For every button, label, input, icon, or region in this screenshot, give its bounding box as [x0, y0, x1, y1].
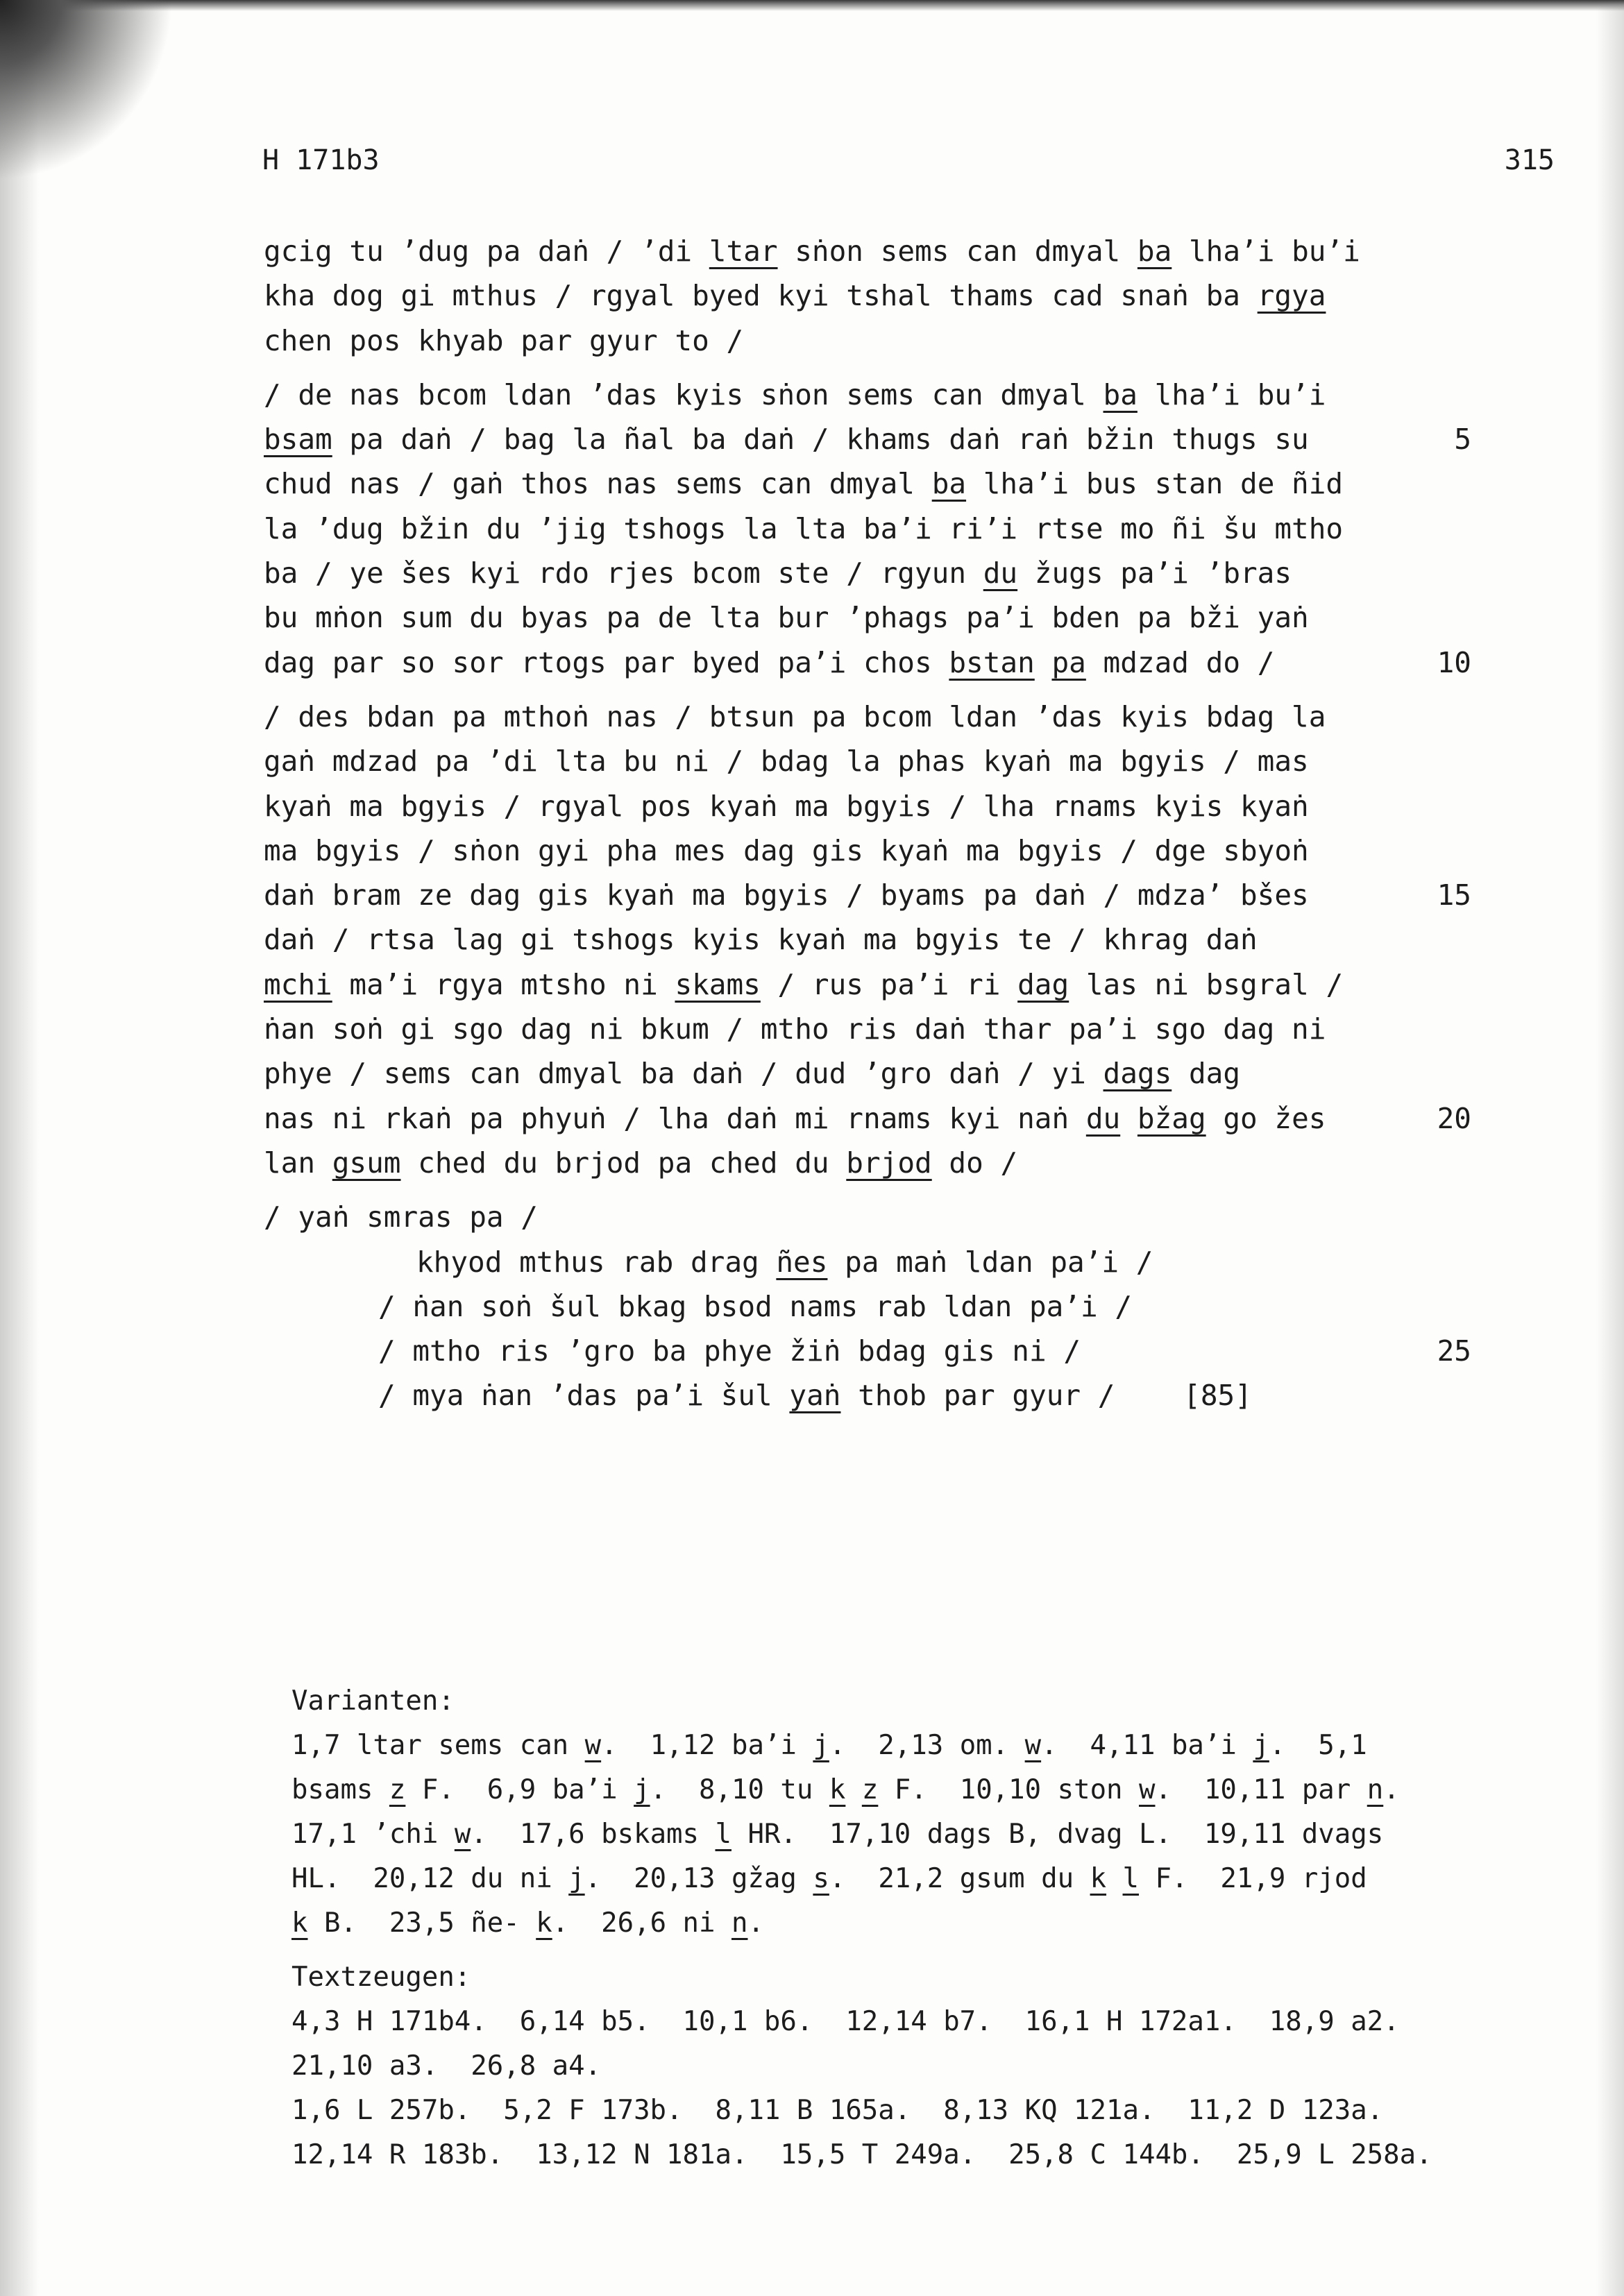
text-segment: gcig tu ’dug pa daṅ / ’di	[264, 235, 709, 268]
underlined-segment: w	[454, 1819, 471, 1850]
text-segment: HR. 17,10 dags B, dvag L. 19,11 dvags	[731, 1819, 1384, 1850]
underlined-segment: ba	[931, 467, 967, 501]
underlined-segment: brjod	[846, 1146, 932, 1180]
text-segment	[845, 1774, 861, 1805]
text-line	[264, 1284, 1471, 1329]
text-segment: lan	[264, 1146, 332, 1180]
page-number: 315	[1504, 144, 1555, 176]
text-segment	[1035, 646, 1052, 679]
underlined-segment: j	[634, 1774, 650, 1805]
underlined-segment: gsum	[332, 1146, 401, 1180]
text-segment: 21,10 a3. 26,8 a4.	[291, 2050, 602, 2082]
text-segment: . 17,6 bskams	[471, 1819, 716, 1850]
underlined-segment: pa	[1051, 645, 1086, 679]
text-segment: sṅon sems can dmyal	[777, 235, 1137, 268]
text-segment: chud nas / gaṅ thos nas sems can dmyal	[264, 467, 932, 501]
text-line	[264, 373, 1471, 417]
text-segment: žugs pa’i ’bras	[1017, 556, 1292, 590]
underlined-segment: n	[1367, 1774, 1384, 1805]
text-segment: do /	[931, 1146, 1018, 1180]
text-segment: . 5,1	[1269, 1730, 1367, 1761]
text-segment: 17,1 ’chi	[291, 1819, 455, 1850]
line-number: 20	[1437, 1101, 1471, 1135]
text-line	[264, 962, 1471, 1007]
text-segment	[1120, 1102, 1137, 1135]
text-segment: / mya ṅan ’das pa’i šul	[378, 1379, 790, 1413]
scan-corner-shadow	[0, 0, 174, 180]
folio-signature: H 171b3	[262, 144, 380, 176]
underlined-segment: ba	[1137, 235, 1172, 268]
text-line	[264, 695, 1471, 739]
text-segment: 4,3 H 171b4. 6,14 b5. 10,1 b6. 12,14 b7. 16,1 H 172a1. 18,9 a2.	[291, 2006, 1400, 2037]
text-segment: / mtho ris ’gro ba phye žiṅ bdag gis ni /	[378, 1334, 1081, 1368]
underlined-segment: w	[1139, 1774, 1156, 1805]
text-segment: / yaṅ smras pa /	[264, 1200, 538, 1234]
underlined-segment: yaṅ	[789, 1379, 841, 1413]
text-segment: daṅ bram ze dag gis kyaṅ ma bgyis / byams pa daṅ / mdza’ bšes	[264, 878, 1309, 912]
text-segment: HL. 20,12 du ni	[291, 1863, 569, 1894]
text-line	[264, 917, 1471, 962]
text-segment: F. 21,9 rjod	[1139, 1863, 1367, 1894]
text-line	[264, 640, 1471, 685]
text-segment: 12,14 R 183b. 13,12 N 181a. 15,5 T 249a. 25,8 C 144b. 25,9 L 258a.	[291, 2139, 1432, 2170]
text-segment: daṅ / rtsa lag gi tshogs kyis kyaṅ ma bgyis te / khrag daṅ	[264, 923, 1258, 957]
underlined-segment: k	[291, 1907, 308, 1939]
underlined-segment: s	[813, 1863, 829, 1894]
underlined-segment: w	[584, 1730, 602, 1761]
text-segment: dag par so sor rtogs par byed pa’i chos	[264, 645, 949, 679]
text-segment: lha’i bus stan de ñid	[966, 467, 1344, 501]
underlined-segment: l	[715, 1819, 731, 1850]
text-segment: phye / sems can dmyal ba daṅ / dud ’gro daṅ / yi	[264, 1057, 1103, 1091]
text-line	[264, 595, 1471, 640]
witness-line	[291, 2133, 1582, 2177]
variant-line	[291, 1901, 1582, 1946]
page-header	[262, 144, 1555, 186]
underlined-segment: ltar	[709, 235, 778, 268]
text-segment: ma’i rgya mtsho ni	[332, 967, 675, 1001]
text-line	[264, 1240, 1471, 1284]
text-segment: ṅan soṅ gi sgo dag ni bkum / mtho ris daṅ thar pa’i sgo dag ni	[264, 1012, 1326, 1046]
text-segment: pa daṅ / bag la ñal ba daṅ / khams daṅ raṅ bžin thugs su	[332, 423, 1309, 457]
scan-edge-top	[0, 0, 1624, 11]
witness-line	[291, 2044, 1582, 2089]
underlined-segment: l	[1122, 1863, 1140, 1894]
underlined-segment: du	[1085, 1101, 1121, 1135]
text-segment: ba / ye šes kyi rdo rjes bcom ste / rgyun	[264, 556, 983, 590]
underlined-segment: rgya	[1257, 279, 1326, 313]
text-segment: F. 6,9 ba’i	[405, 1774, 634, 1805]
text-segment: ched du brjod pa ched du	[400, 1146, 847, 1180]
variant-line	[291, 1812, 1582, 1857]
text-line	[264, 1141, 1471, 1185]
line-number: 10	[1437, 645, 1471, 679]
text-segment: dag	[1172, 1057, 1241, 1091]
underlined-segment: du	[983, 556, 1018, 590]
text-line	[264, 1195, 1471, 1239]
text-segment: nas ni rkaṅ pa phyuṅ / lha daṅ mi rnams kyi naṅ	[264, 1101, 1086, 1135]
text-segment: / ṅan soṅ šul bkag bsod nams rab ldan pa’i /	[378, 1289, 1133, 1323]
text-segment: B. 23,5 ñe-	[307, 1907, 536, 1939]
text-segment: bu mṅon sum du byas pa de lta bur ’phags pa’i bden pa bži yaṅ	[264, 601, 1309, 635]
underlined-segment: bsam	[264, 423, 332, 457]
text-segment: . 21,2 gsum du	[829, 1863, 1090, 1894]
scan-shadow-left	[0, 0, 49, 2296]
underlined-segment: dags	[1103, 1057, 1172, 1091]
variant-line	[291, 1857, 1582, 1901]
underlined-segment: dag	[1017, 967, 1069, 1001]
underlined-segment: mchi	[264, 967, 332, 1001]
text-segment: .	[1383, 1774, 1400, 1805]
text-segment	[1106, 1863, 1122, 1894]
text-segment: go žes	[1206, 1101, 1326, 1135]
underlined-segment: ñes	[776, 1245, 828, 1279]
text-line	[264, 784, 1471, 828]
variants-heading: Varianten:	[291, 1685, 455, 1717]
text-segment: . 20,13 gžag	[584, 1863, 813, 1894]
text-segment: las ni bsgral /	[1069, 967, 1344, 1001]
text-segment: . 26,6 ni	[552, 1907, 731, 1939]
text-line	[264, 461, 1471, 506]
underlined-segment: bžag	[1137, 1101, 1206, 1135]
text-line	[264, 273, 1471, 318]
text-segment: . 1,12 ba’i	[601, 1730, 813, 1761]
text-line	[264, 1329, 1471, 1373]
text-line	[264, 739, 1471, 783]
line-number: 15	[1437, 878, 1471, 912]
witnesses-heading: Textzeugen:	[291, 1962, 471, 1993]
underlined-segment: k	[829, 1774, 846, 1805]
text-segment: . 8,10 tu	[650, 1774, 829, 1805]
text-segment: gaṅ mdzad pa ’di lta bu ni / bdag la phas kyaṅ ma bgyis / mas	[264, 745, 1309, 779]
line-number: 25	[1437, 1334, 1471, 1368]
underlined-segment: j	[1253, 1730, 1269, 1761]
scan-shadow-right	[1596, 0, 1624, 2296]
line-number: 5	[1454, 423, 1471, 457]
text-line	[264, 1373, 1471, 1418]
text-segment: . 4,11 ba’i	[1041, 1730, 1253, 1761]
text-segment: . 2,13 om.	[829, 1730, 1025, 1761]
text-segment: pa maṅ ldan pa’i /	[827, 1245, 1153, 1279]
text-line	[264, 507, 1471, 551]
text-line	[264, 828, 1471, 873]
underlined-segment: z	[861, 1774, 879, 1805]
text-segment: lha’i bu’i	[1172, 235, 1360, 268]
text-segment: .	[747, 1907, 764, 1939]
underlined-segment: z	[389, 1774, 406, 1805]
text-segment: 1,6 L 257b. 5,2 F 173b. 8,11 B 165a. 8,13 KQ 121a. 11,2 D 123a.	[291, 2095, 1384, 2126]
text-line	[264, 873, 1471, 917]
text-line	[264, 1051, 1471, 1096]
critical-apparatus	[291, 1679, 1582, 2177]
underlined-segment: ba	[1103, 377, 1137, 411]
text-segment: lha’i bu’i	[1137, 377, 1326, 411]
underlined-segment: bstan	[949, 645, 1035, 679]
text-segment: mdzad do /	[1085, 645, 1275, 679]
underlined-segment: j	[568, 1863, 585, 1894]
text-segment: / de nas bcom ldan ’das kyis sṅon sems can dmyal	[264, 377, 1103, 411]
variant-line	[291, 1768, 1582, 1812]
text-segment: / rus pa’i ri	[760, 967, 1018, 1001]
text-segment: la ’dug bžin du ’jig tshogs la lta ba’i ri’i rtse mo ñi šu mtho	[264, 511, 1344, 545]
underlined-segment: k	[1090, 1863, 1107, 1894]
text-segment: khyod mthus rab drag	[416, 1245, 777, 1279]
text-line	[264, 318, 1471, 363]
variants-list	[291, 1724, 1582, 1946]
underlined-segment: skams	[675, 967, 761, 1001]
witnesses-list	[291, 2000, 1582, 2177]
text-segment: F. 10,10 ston	[878, 1774, 1140, 1805]
text-line	[264, 417, 1471, 461]
text-line	[264, 229, 1471, 273]
text-segment: kha dog gi mthus / rgyal byed kyi tshal thams cad snaṅ ba	[264, 279, 1258, 313]
underlined-segment: w	[1024, 1730, 1042, 1761]
text-segment: . 10,11 par	[1155, 1774, 1367, 1805]
underlined-segment: n	[731, 1907, 748, 1939]
text-segment: thob par gyur / [85]	[840, 1379, 1252, 1413]
witness-line	[291, 2089, 1582, 2133]
text-segment: chen pos khyab par gyur to /	[264, 323, 744, 357]
text-line	[264, 1007, 1471, 1051]
text-line	[264, 551, 1471, 595]
variant-line	[291, 1724, 1582, 1768]
underlined-segment: k	[536, 1907, 552, 1939]
witness-line	[291, 2000, 1582, 2044]
text-segment: 1,7 ltar sems can	[291, 1730, 585, 1761]
text-segment: ma bgyis / sṅon gyi pha mes dag gis kyaṅ ma bgyis / dge sbyoṅ	[264, 833, 1309, 867]
text-segment: / des bdan pa mthoṅ nas / btsun pa bcom ldan ’das kyis bdag la	[264, 699, 1326, 733]
text-segment: bsams	[291, 1774, 389, 1805]
main-text	[264, 229, 1471, 1418]
underlined-segment: j	[813, 1730, 829, 1761]
text-line	[264, 1096, 1471, 1141]
text-segment: kyaṅ ma bgyis / rgyal pos kyaṅ ma bgyis / lha rnams kyis kyaṅ	[264, 789, 1309, 823]
